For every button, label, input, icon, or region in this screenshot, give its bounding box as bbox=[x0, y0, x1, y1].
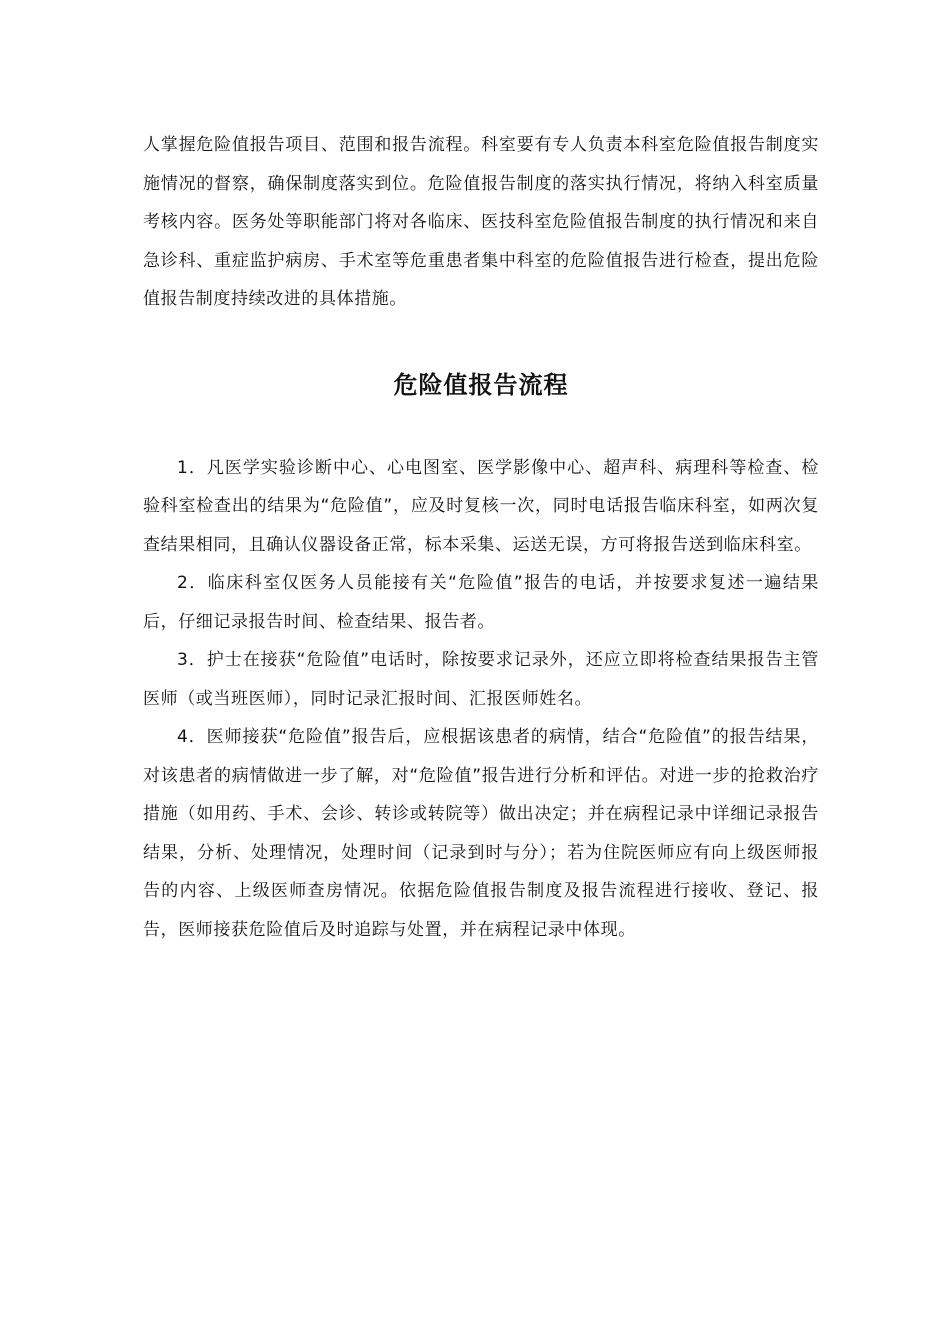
list-item-1: 1．凡医学实验诊断中心、心电图室、医学影像中心、超声科、病理科等检查、检验科室检查出的结果为“危险值”，应及时复核一次，同时电话报告临床科室，如两次复查结果相同，且确认仪器设备正常，标本采集、运送无误，方可将报告送到临床科室。 bbox=[143, 457, 819, 555]
document-body bbox=[143, 126, 819, 949]
intro-paragraph: 人掌握危险值报告项目、范围和报告流程。科室要有专人负责本科室危险值报告制度实施情况的督察，确保制度落实到位。危险值报告制度的落实执行情况，将纳入科室质量考核内容。医务处等职能部门将对各临床、医技科室危险值报告制度的执行情况和来自急诊科、重症监护病房、手术室等危重患者集中科室的危险值报告进行检查，提出危险值报告制度持续改进的具体措施。 bbox=[143, 135, 819, 309]
list-item-3: 3．护士在接获“危险值”电话时，除按要求记录外，还应立即将检查结果报告主管医师（或当班医师），同时记录汇报时间、汇报医师姓名。 bbox=[143, 650, 819, 709]
list-item-2: 2．临床科室仅医务人员能接有关“危险值”报告的电话，并按要求复述一遍结果后，仔细记录报告时间、检查结果、报告者。 bbox=[143, 573, 819, 632]
list-item-4: 4．医师接获“危险值”报告后，应根据该患者的病情，结合“危险值”的报告结果，对该患者的病情做进一步了解，对“危险值”报告进行分析和评估。对进一步的抢救治疗措施（如用药、手术、会诊、转诊或转院等）做出决定；并在病程记录中详细记录报告结果，分析、处理情况，处理时间（记录到时与分）；若为住院医师应有向上级医师报告的内容、上级医师查房情况。依据危险值报告制度及报告流程进行接收、登记、报告，医师接获危险值后及时追踪与处置，并在病程记录中体现。 bbox=[143, 727, 819, 940]
section-title: 危险值报告流程 bbox=[393, 370, 569, 399]
